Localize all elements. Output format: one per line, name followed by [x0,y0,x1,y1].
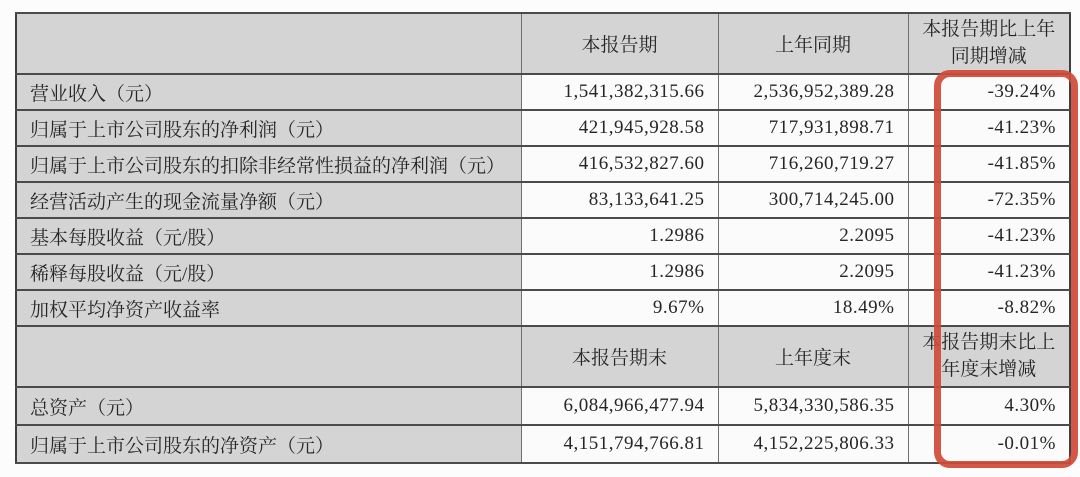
table-row-net-assets [16,425,1070,463]
row-label: 稀释每股收益（元/股） [16,254,521,290]
header-current-period: 本报告期 [521,13,718,74]
header-period-change [908,13,1070,74]
table-row-net-profit [16,110,1070,146]
row-label: 总资产（元） [16,387,521,425]
change-value: -41.23% [908,218,1070,254]
period-header-row [16,13,1070,74]
change-value: -41.23% [908,110,1070,146]
change-value: -72.35% [908,182,1070,218]
header-period-change-line1: 本报告期比上年 [922,18,1056,40]
header-current-period-end: 本报告期末 [521,326,718,387]
current-period-end-value: 4,151,794,766.81 [521,425,718,463]
header-period-end-change-line2: 年度末增减 [941,358,1037,380]
table-row-operating-cash-flow [16,182,1070,218]
prior-period-value: 2.2095 [718,254,908,290]
period-end-header-row [16,326,1070,387]
header-period-change-line2: 同期增减 [950,45,1027,67]
financial-summary-table [15,12,1071,464]
row-label: 基本每股收益（元/股） [16,218,521,254]
row-label: 归属于上市公司股东的扣除非经常性损益的净利润（元） [16,146,521,182]
row-label: 营业收入（元） [16,74,521,110]
row-label: 经营活动产生的现金流量净额（元） [16,182,521,218]
header-prior-year-end: 上年度末 [718,326,908,387]
change-value: -41.23% [908,254,1070,290]
row-label: 加权平均净资产收益率 [16,290,521,326]
change-value: -8.82% [908,290,1070,326]
table-row-total-assets [16,387,1070,425]
current-period-value: 1.2986 [521,254,718,290]
table-row-basic-eps [16,218,1070,254]
prior-year-end-value: 4,152,225,806.33 [718,425,908,463]
current-period-value: 9.67% [521,290,718,326]
current-period-end-value: 6,084,966,477.94 [521,387,718,425]
row-label: 归属于上市公司股东的净利润（元） [16,110,521,146]
current-period-value: 416,532,827.60 [521,146,718,182]
change-value: -39.24% [908,74,1070,110]
header-empty-cell [16,13,521,74]
current-period-value: 1,541,382,315.66 [521,74,718,110]
change-value: -0.01% [908,425,1070,463]
header-period-end-change-line1: 本报告期末比上 [922,331,1056,353]
prior-period-value: 716,260,719.27 [718,146,908,182]
current-period-value: 1.2986 [521,218,718,254]
table-row-revenue [16,74,1070,110]
prior-year-end-value: 5,834,330,586.35 [718,387,908,425]
header-prior-period: 上年同期 [718,13,908,74]
table-row-weighted-avg-roe [16,290,1070,326]
prior-period-value: 2.2095 [718,218,908,254]
row-label: 归属于上市公司股东的净资产（元） [16,425,521,463]
change-value: 4.30% [908,387,1070,425]
table-row-net-profit-excl-nonrecurring [16,146,1070,182]
table-row-diluted-eps [16,254,1070,290]
header-period-end-change [908,326,1070,387]
prior-period-value: 18.49% [718,290,908,326]
prior-period-value: 2,536,952,389.28 [718,74,908,110]
header-empty-cell [16,326,521,387]
current-period-value: 83,133,641.25 [521,182,718,218]
change-value: -41.85% [908,146,1070,182]
prior-period-value: 717,931,898.71 [718,110,908,146]
prior-period-value: 300,714,245.00 [718,182,908,218]
current-period-value: 421,945,928.58 [521,110,718,146]
